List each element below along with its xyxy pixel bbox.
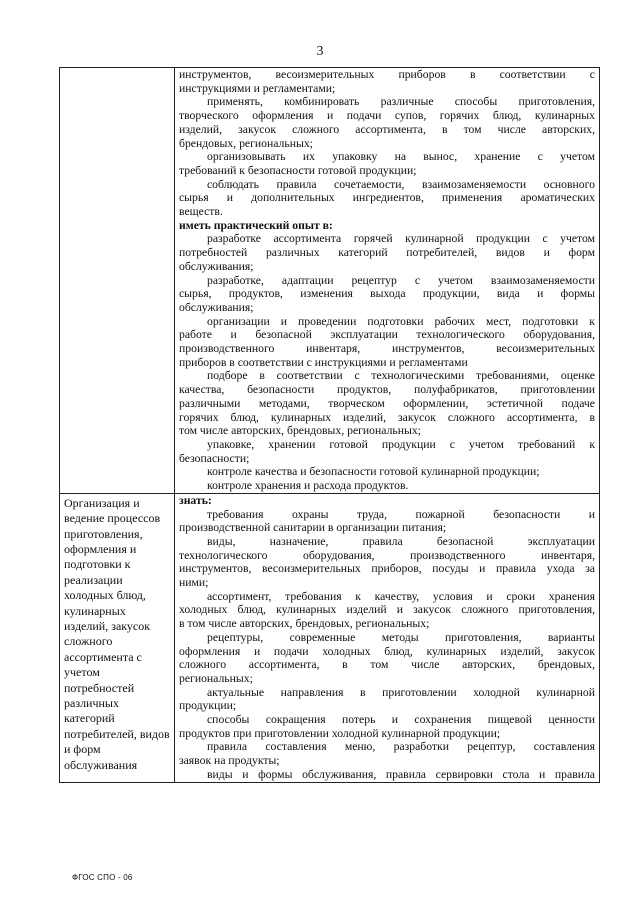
requirement-text-line: подборе в соответствии с технологическими требованиями, оценке [207,369,595,383]
requirement-text-line: потребностей различных категорий потребителей, видов и форм [179,246,595,260]
requirement-text-line: производственного инвентаря, инструментов, весоизмерительных [179,342,595,356]
requirement-text-line: виды, назначение, правила безопасной эксплуатации [207,534,595,548]
requirement-text-line: соблюдать правила сочетаемости, взаимозаменяемости основного [207,177,595,191]
requirement-text-line: сырья и дополнительных ингредиентов, применения ароматических [179,191,595,205]
requirement-text-line: работе и безопасной эксплуатации технологического оборудования, [179,328,595,342]
requirement-text-line: организовывать их упаковку на вынос, хранение с учетом [207,150,595,164]
requirement-text-line: контроле хранения и расхода продуктов. [207,479,409,493]
standards-table [59,67,600,783]
requirement-text-line: веществ. [179,205,223,219]
requirement-text-line: разработке ассортимента горячей кулинарной продукции с учетом [207,232,595,246]
requirement-text-line: приборов в соответствии с инструкциями и регламентами [179,355,468,369]
requirement-text-line: инструкциями и регламентами; [179,81,336,95]
requirement-text-line: виды и формы обслуживания, правила сервировки стола и правила [207,767,595,781]
table-row [60,68,600,494]
requirement-text-line: оформления и подачи холодных блюд, кулинарных изделий, закусок [179,644,595,658]
section-heading: знать: [179,493,212,507]
requirement-text-line: в том числе авторских, брендовых, региональных; [179,617,430,631]
requirement-text-line: безопасности; [179,451,250,465]
requirement-text-line: различными методами, творческом оформлении, эстетичной подаче [179,396,595,410]
requirement-text-line: требования охраны труда, пожарной безопасности и [207,507,595,521]
requirement-text-line: брендовых, региональных; [179,136,313,150]
requirement-text-line: заявок на продукты; [179,754,280,768]
requirement-text-line: правила составления меню, разработки рецептур, составления [207,740,595,754]
section-heading: иметь практический опыт в: [179,218,333,232]
competency-cell [60,493,175,782]
table-body [60,68,600,783]
footer-code: ФГОС СПО - 06 [72,873,133,882]
requirements-cell [175,68,600,494]
requirement-text-line: инструментов, весоизмерительных приборов в соответствии с [179,68,595,81]
requirement-text-line: требований к безопасности готовой продукции; [179,163,417,177]
requirement-text-line: упаковке, хранении готовой продукции с учетом требований к [207,437,595,451]
requirement-text-line: том числе авторских, брендовых, региональных; [179,424,421,438]
requirement-text-line: продуктов при приготовлении холодной кулинарной продукции; [179,726,501,740]
requirement-text-line: изделий, закусок сложного ассортимента, в том числе авторских, [179,122,595,136]
competency-cell [60,68,175,494]
requirement-text-line: способы сокращения потерь и сохранения пищевой ценности [207,713,595,727]
requirement-text-line: ними; [179,576,209,590]
requirement-text-line: актуальные направления в приготовлении холодной кулинарной [207,685,595,699]
requirement-text-line: обслуживания; [179,300,254,314]
requirement-text-line: контроле качества и безопасности готовой кулинарной продукции; [207,465,540,479]
requirement-text-line: горячих блюд, кулинарных изделий, закусок сложного ассортимента, в [179,410,595,424]
requirement-text-line: качества, безопасности продуктов, полуфабрикатов, приготовлении [179,383,595,397]
requirement-text-line: творческого оформления и подачи супов, горячих блюд, кулинарных [179,109,595,123]
table-row [60,493,600,782]
page-number: 3 [316,44,324,59]
requirement-text-line: сырья, продуктов, изменения выхода продукции, вида и формы [179,287,595,301]
requirement-text-line: инструментов, весоизмерительных приборов, посуды и правила ухода за [179,562,595,576]
competency-title [60,68,174,70]
requirement-text-line: ассортимент, требования к качеству, условия и сроки хранения [207,589,595,603]
competency-title: Организация и ведение процессов приготовления, оформления и подготовки к реализации холодных блюд, кулинарных изделий, закусок сложного ассортимента с учетом потребностей различных категорий потребителей, видов и форм обслуживания [64,495,170,772]
requirement-text-line: технологического оборудования, производственного инвентаря, [179,548,595,562]
requirement-text-line: продукции; [179,699,237,713]
requirement-text-line: организации и проведении подготовки рабочих мест, подготовки к [207,314,595,328]
requirement-text-line: обслуживания; [179,259,254,273]
requirement-text-line: применять, комбинировать различные способы приготовления, [207,95,595,109]
requirement-text-line: холодных блюд, кулинарных изделий и закусок сложного приготовления, [179,603,595,617]
requirement-text-line: региональных; [179,671,253,685]
requirement-text-line: производственной санитарии в организации питания; [179,521,447,535]
requirement-text-line: рецептуры, современные методы приготовления, варианты [207,630,595,644]
requirements-cell [175,493,600,782]
requirement-text-line: сложного ассортимента, в том числе авторских, брендовых, [179,658,595,672]
requirement-text-line: разработке, адаптации рецептур с учетом взаимозаменяемости [207,273,595,287]
